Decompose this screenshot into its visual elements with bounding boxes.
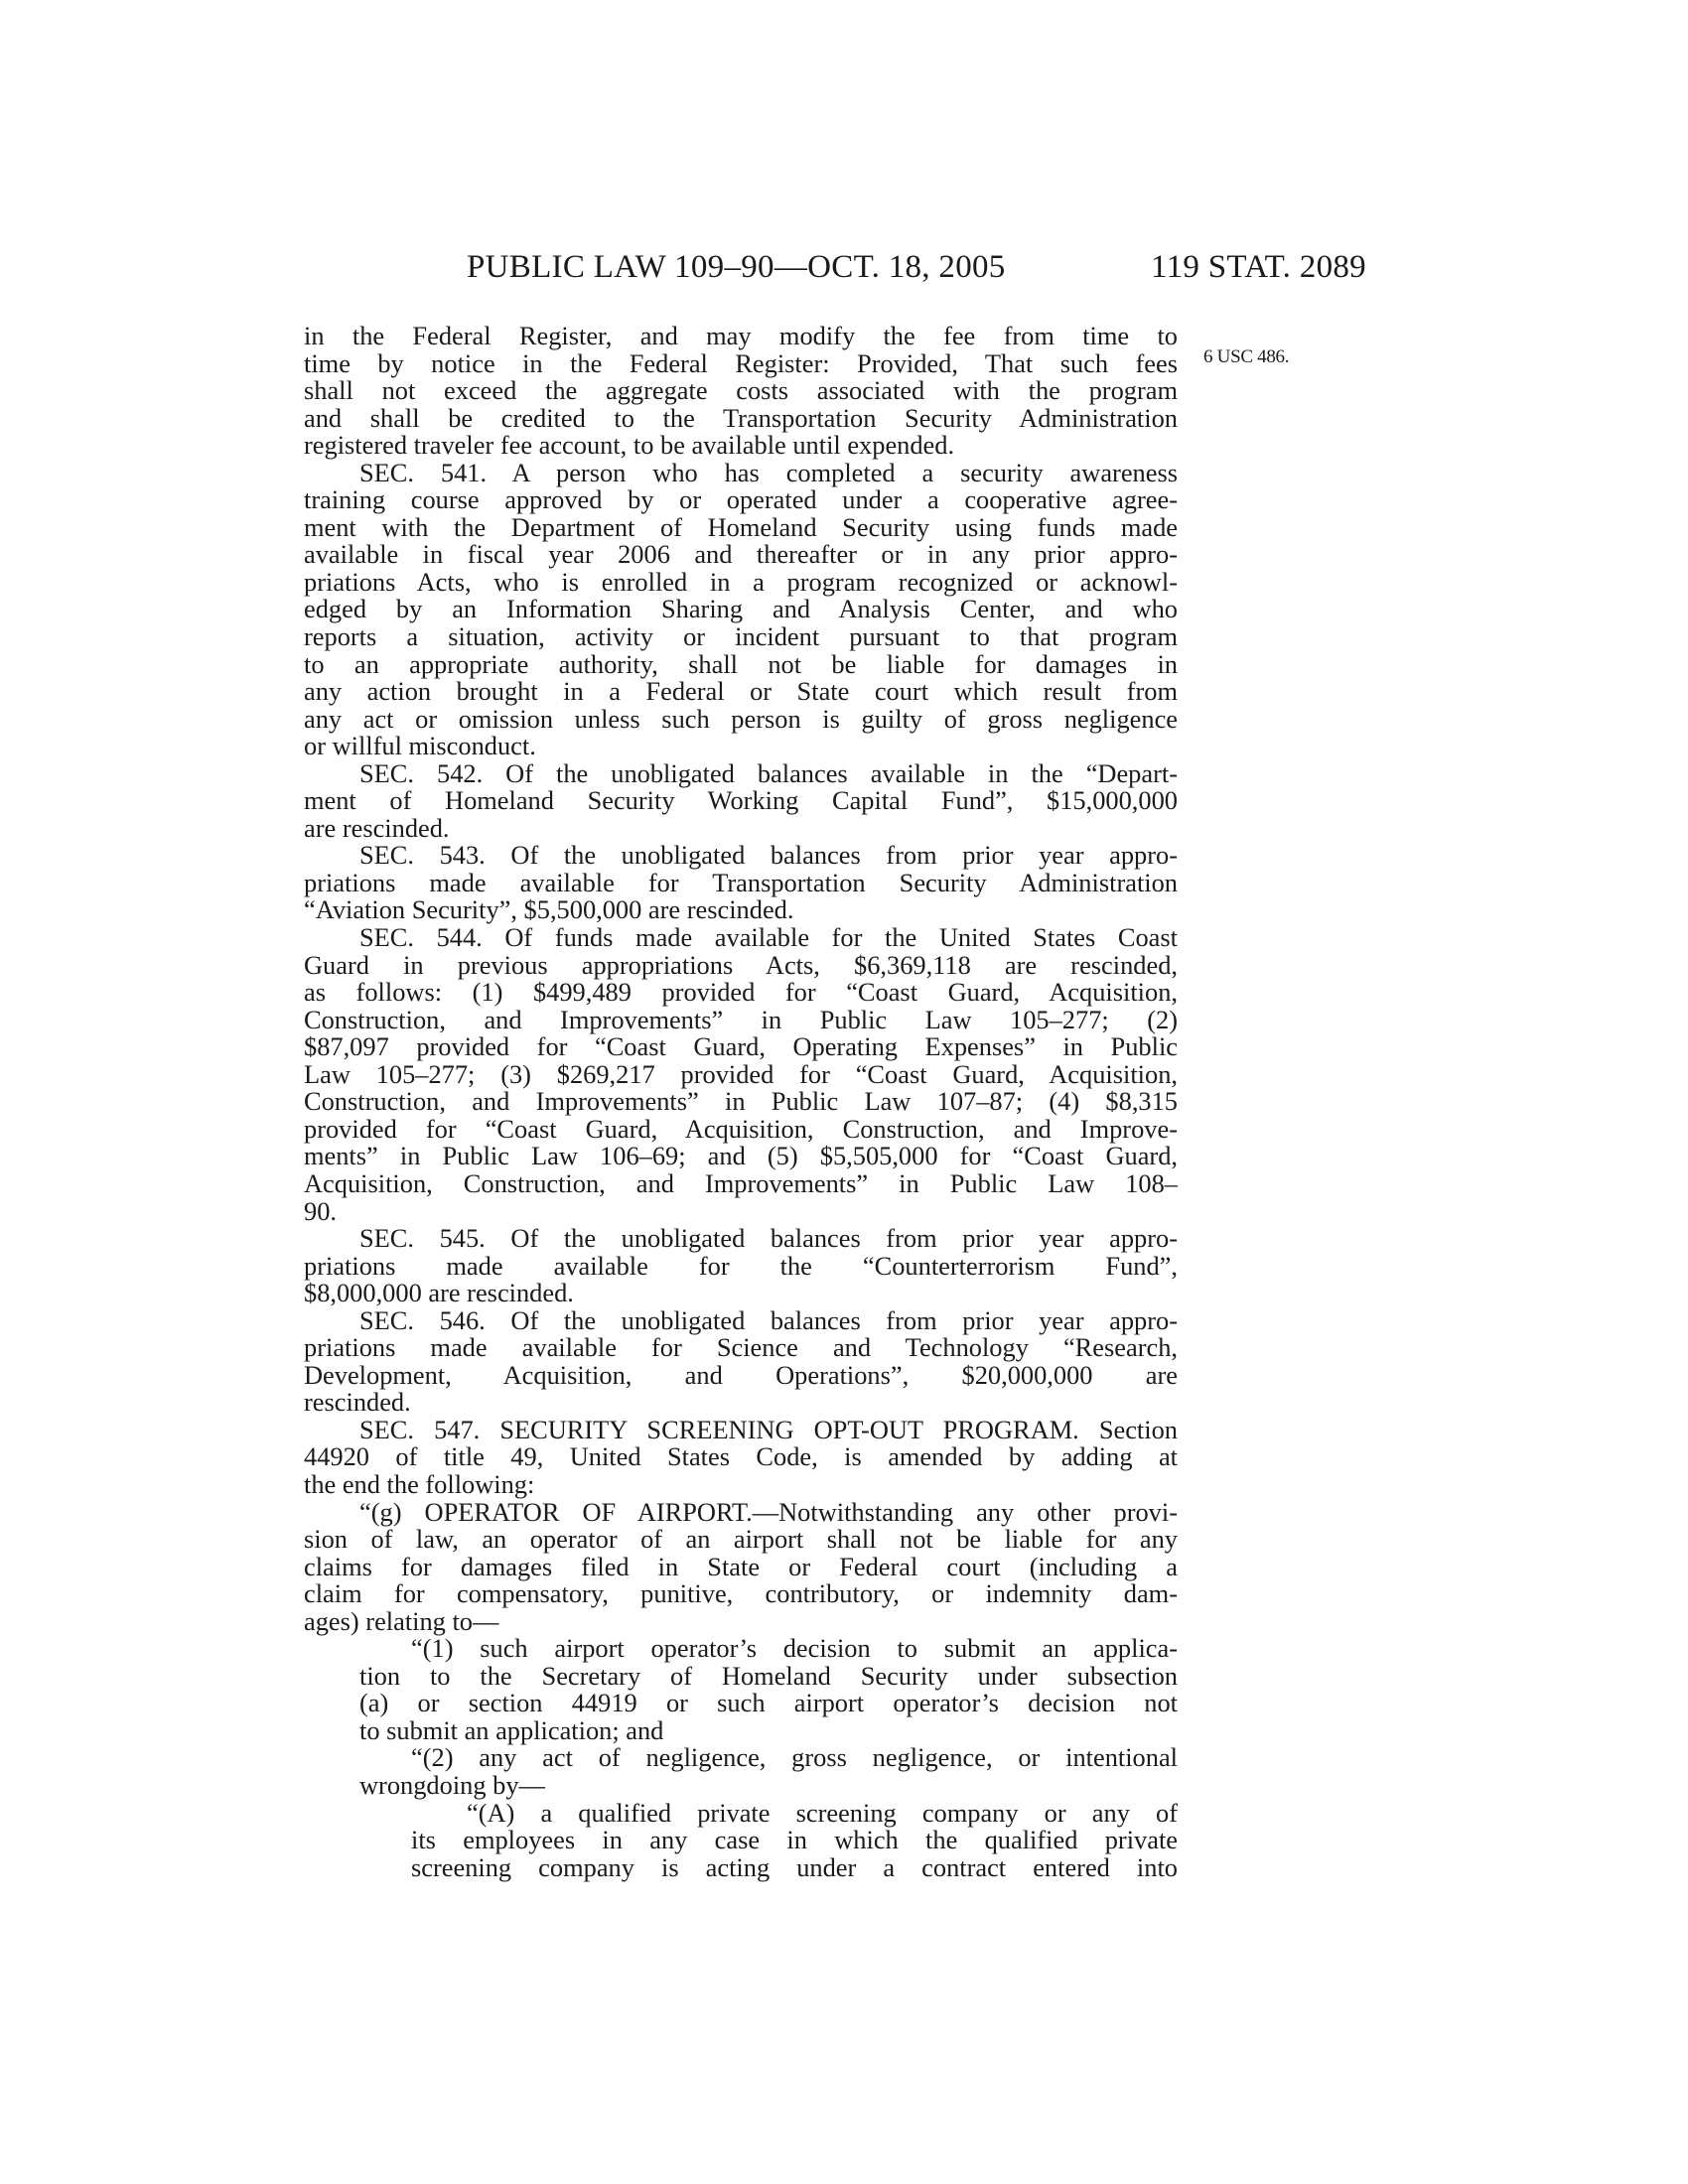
section-542-heading-line: SEC. 542. Of the unobligated balances available in the “Depart- [359, 757, 1178, 788]
text-line: the end the following: [304, 1468, 535, 1499]
text-line: wrongdoing by— [359, 1769, 545, 1800]
text-line: training course approved by or operated under a cooperative agree- [304, 484, 1178, 515]
text-line: 90. [304, 1195, 337, 1226]
paragraph-1-line: “(1) such airport operator’s decision to submit an applica- [411, 1633, 1178, 1664]
subsection-g-heading-line: “(g) OPERATOR OF AIRPORT.—Notwithstanding any other provi- [359, 1496, 1178, 1527]
text-line: ment with the Department of Homeland Security using funds made [304, 511, 1178, 542]
text-line: (a) or section 44919 or such airport operator’s decision not [359, 1688, 1178, 1718]
section-545-heading-line: SEC. 545. Of the unobligated balances from prior year appro- [359, 1223, 1178, 1254]
section-547-heading-line: SEC. 547. SECURITY SCREENING OPT-OUT PROGRAM. Section [359, 1414, 1178, 1444]
text-line: and shall be credited to the Transportation Security Administration [304, 402, 1178, 433]
text-line: any action brought in a Federal or State court which result from [304, 676, 1178, 707]
text-line: as follows: (1) $499,489 provided for “Coast Guard, Acquisition, [304, 977, 1178, 1008]
text-line: its employees in any case in which the qualified private [411, 1825, 1178, 1855]
text-line: Development, Acquisition, and Operations”, $20,000,000 are [304, 1359, 1178, 1390]
page-header-title: PUBLIC LAW 109–90—OCT. 18, 2005 [467, 249, 1006, 285]
text-line: $87,097 provided for “Coast Guard, Operating Expenses” in Public [304, 1031, 1178, 1062]
text-line: rescinded. [304, 1387, 411, 1418]
text-line: shall not exceed the aggregate costs associated with the program [304, 375, 1178, 406]
text-line: 44920 of title 49, United States Code, is amended by adding at [304, 1441, 1178, 1472]
text-line: claim for compensatory, punitive, contributory, or indemnity dam- [304, 1578, 1178, 1609]
text-line: priations Acts, who is enrolled in a program recognized or acknowl- [304, 566, 1178, 597]
text-line: ments” in Public Law 106–69; and (5) $5,505,000 for “Coast Guard, [304, 1141, 1178, 1171]
text-line: priations made available for Transportation Security Administration [304, 867, 1178, 897]
text-line: or willful misconduct. [304, 731, 536, 761]
section-544-heading-line: SEC. 544. Of funds made available for the United States Coast [359, 922, 1178, 953]
subparagraph-a-line: “(A) a qualified private screening company or any of [467, 1797, 1178, 1828]
text-line: Construction, and Improvements” in Public Law 107–87; (4) $8,315 [304, 1086, 1178, 1117]
text-line: to submit an application; and [359, 1714, 664, 1745]
section-541-heading-line: SEC. 541. A person who has completed a security awareness [359, 457, 1178, 487]
page-header-stat-citation: 119 STAT. 2089 [1151, 249, 1366, 285]
section-543-heading-line: SEC. 543. Of the unobligated balances from prior year appro- [359, 840, 1178, 871]
text-line: $8,000,000 are rescinded. [304, 1278, 574, 1308]
text-line: sion of law, an operator of an airport shall not be liable for any [304, 1524, 1178, 1555]
text-line: provided for “Coast Guard, Acquisition, Construction, and Improve- [304, 1113, 1178, 1144]
text-line: priations made available for the “Counterterrorism Fund”, [304, 1250, 1178, 1281]
text-line: Acquisition, Construction, and Improvements” in Public Law 108– [304, 1167, 1178, 1198]
text-line: priations made available for Science and Technology “Research, [304, 1332, 1178, 1363]
text-line: time by notice in the Federal Register: Provided, That such fees [304, 347, 1178, 378]
text-line: “Aviation Security”, $5,500,000 are rescinded. [304, 894, 794, 925]
text-line: registered traveler fee account, to be available until expended. [304, 430, 955, 461]
paragraph-2-line: “(2) any act of negligence, gross negligence, or intentional [411, 1742, 1178, 1773]
text-line: any act or omission unless such person is guilty of gross negligence [304, 703, 1178, 734]
text-line: edged by an Information Sharing and Analysis Center, and who [304, 594, 1178, 624]
text-line: to an appropriate authority, shall not be liable for damages in [304, 648, 1178, 679]
text-line: available in fiscal year 2006 and thereafter or in any prior appro- [304, 539, 1178, 570]
text-line: screening company is acting under a contract entered into [411, 1851, 1178, 1882]
text-line: Construction, and Improvements” in Public Law 105–277; (2) [304, 1004, 1178, 1034]
text-line: in the Federal Register, and may modify the fee from time to [304, 321, 1178, 350]
text-line: reports a situation, activity or incident pursuant to that program [304, 621, 1178, 652]
margin-note-usc-citation: 6 USC 486. [1203, 346, 1290, 367]
text-line: Guard in previous appropriations Acts, $6,369,118 are rescinded, [304, 949, 1178, 980]
text-line: tion to the Secretary of Homeland Security under subsection [359, 1660, 1178, 1691]
text-line: claims for damages filed in State or Federal court (including a [304, 1551, 1178, 1581]
text-line: ages) relating to— [304, 1605, 499, 1636]
section-546-heading-line: SEC. 546. Of the unobligated balances from prior year appro- [359, 1304, 1178, 1335]
text-line: are rescinded. [304, 812, 450, 843]
text-line: ment of Homeland Security Working Capital Fund”, $15,000,000 [304, 785, 1178, 816]
statute-body-text [304, 323, 1178, 1881]
text-line: Law 105–277; (3) $269,217 provided for “Coast Guard, Acquisition, [304, 1058, 1178, 1089]
